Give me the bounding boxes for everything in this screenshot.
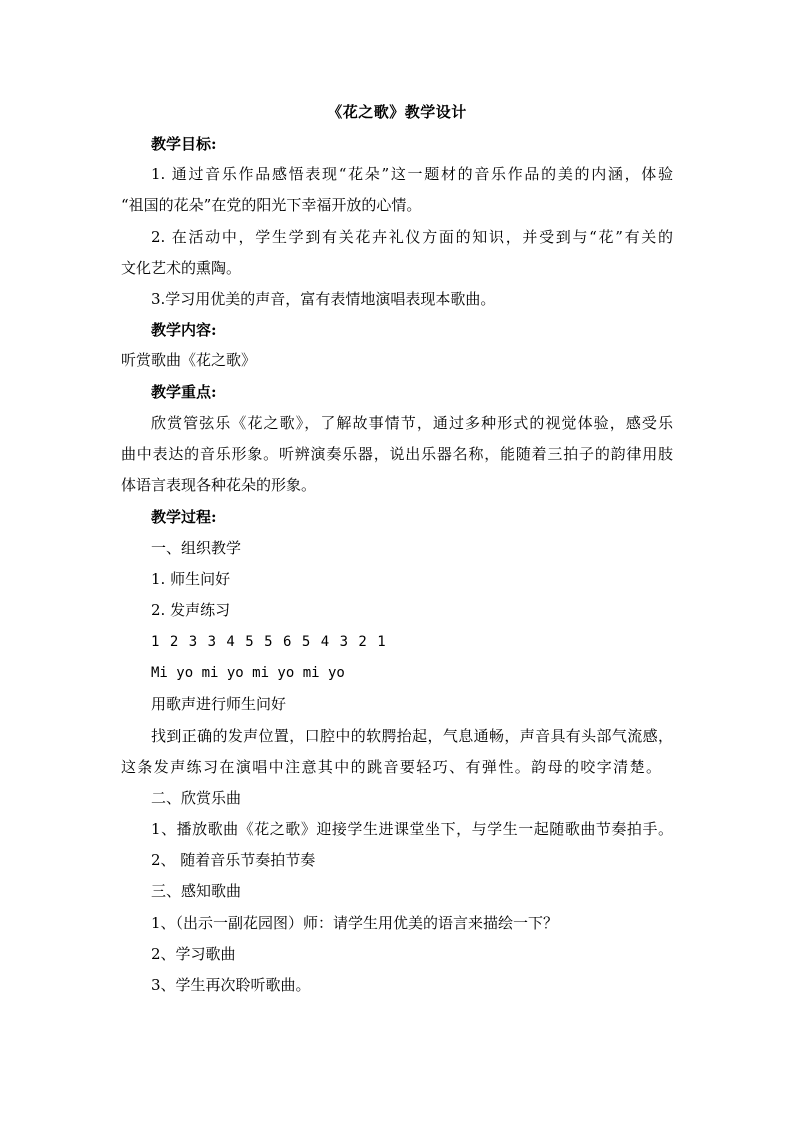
paragraph-line: 3.学习用优美的声音，富有表情地演唱表现本歌曲。	[151, 290, 496, 308]
paragraph-line: 找到正确的发声位置，口腔中的软腭抬起，气息通畅，声音具有头部气流感，	[151, 727, 673, 745]
heading-teaching-process: 教学过程:	[151, 508, 217, 526]
heading-teaching-content: 教学内容:	[151, 321, 217, 339]
paragraph-line: 曲中表达的音乐形象。听辨演奏乐器，说出乐器名称，能随着三拍子的韵律用肢	[121, 445, 673, 463]
lyrics-line: Mi yo mi yo mi yo mi yo	[151, 665, 345, 681]
list-item: 2. 发声练习	[151, 601, 231, 619]
paragraph-line: “祖国的花朵”在党的阳光下幸福开放的心情。	[121, 196, 422, 214]
paragraph-line: 文化艺术的熏陶。	[121, 259, 242, 277]
list-item: 1、播放歌曲《花之歌》迎接学生进课堂坐下，与学生一起随歌曲节奏拍手。	[151, 820, 673, 838]
paragraph-line: 用歌声进行师生问好	[151, 695, 287, 713]
paragraph-line: 欣赏管弦乐《花之歌》，了解故事情节，通过多种形式的视觉体验，感受乐	[151, 414, 673, 432]
paragraph-line: 1. 通过音乐作品感悟表现“花朵”这一题材的音乐作品的美的内涵，体验	[151, 165, 673, 183]
paragraph-line: 这条发声练习在演唱中注意其中的跳音要轻巧、有弹性。韵母的咬字清楚。	[121, 758, 661, 776]
list-item: 3、学生再次聆听歌曲。	[151, 976, 311, 994]
list-item: 1、（出示一副花园图）师：请学生用优美的语言来描绘一下？	[151, 914, 559, 932]
section-heading: 一、组织教学	[151, 539, 242, 557]
list-item: 1. 师生问好	[151, 570, 231, 588]
section-heading: 二、欣赏乐曲	[151, 789, 242, 807]
list-item: 2、 随着音乐节奏拍节奏	[151, 851, 316, 869]
section-heading: 三、感知歌曲	[151, 882, 242, 900]
notation-line: 1 2 3 3 4 5 5 6 5 4 3 2 1	[151, 634, 387, 650]
paragraph-line: 听赏歌曲《花之歌》	[121, 351, 257, 369]
heading-teaching-focus: 教学重点:	[151, 383, 217, 401]
list-item: 2、学习歌曲	[151, 945, 236, 963]
heading-teaching-goals: 教学目标:	[151, 135, 217, 153]
paragraph-line: 体语言表现各种花朵的形象。	[121, 476, 317, 494]
document-title: 《花之歌》教学设计	[327, 103, 467, 121]
paragraph-line: 2. 在活动中，学生学到有关花卉礼仪方面的知识，并受到与“花”有关的	[151, 228, 673, 246]
